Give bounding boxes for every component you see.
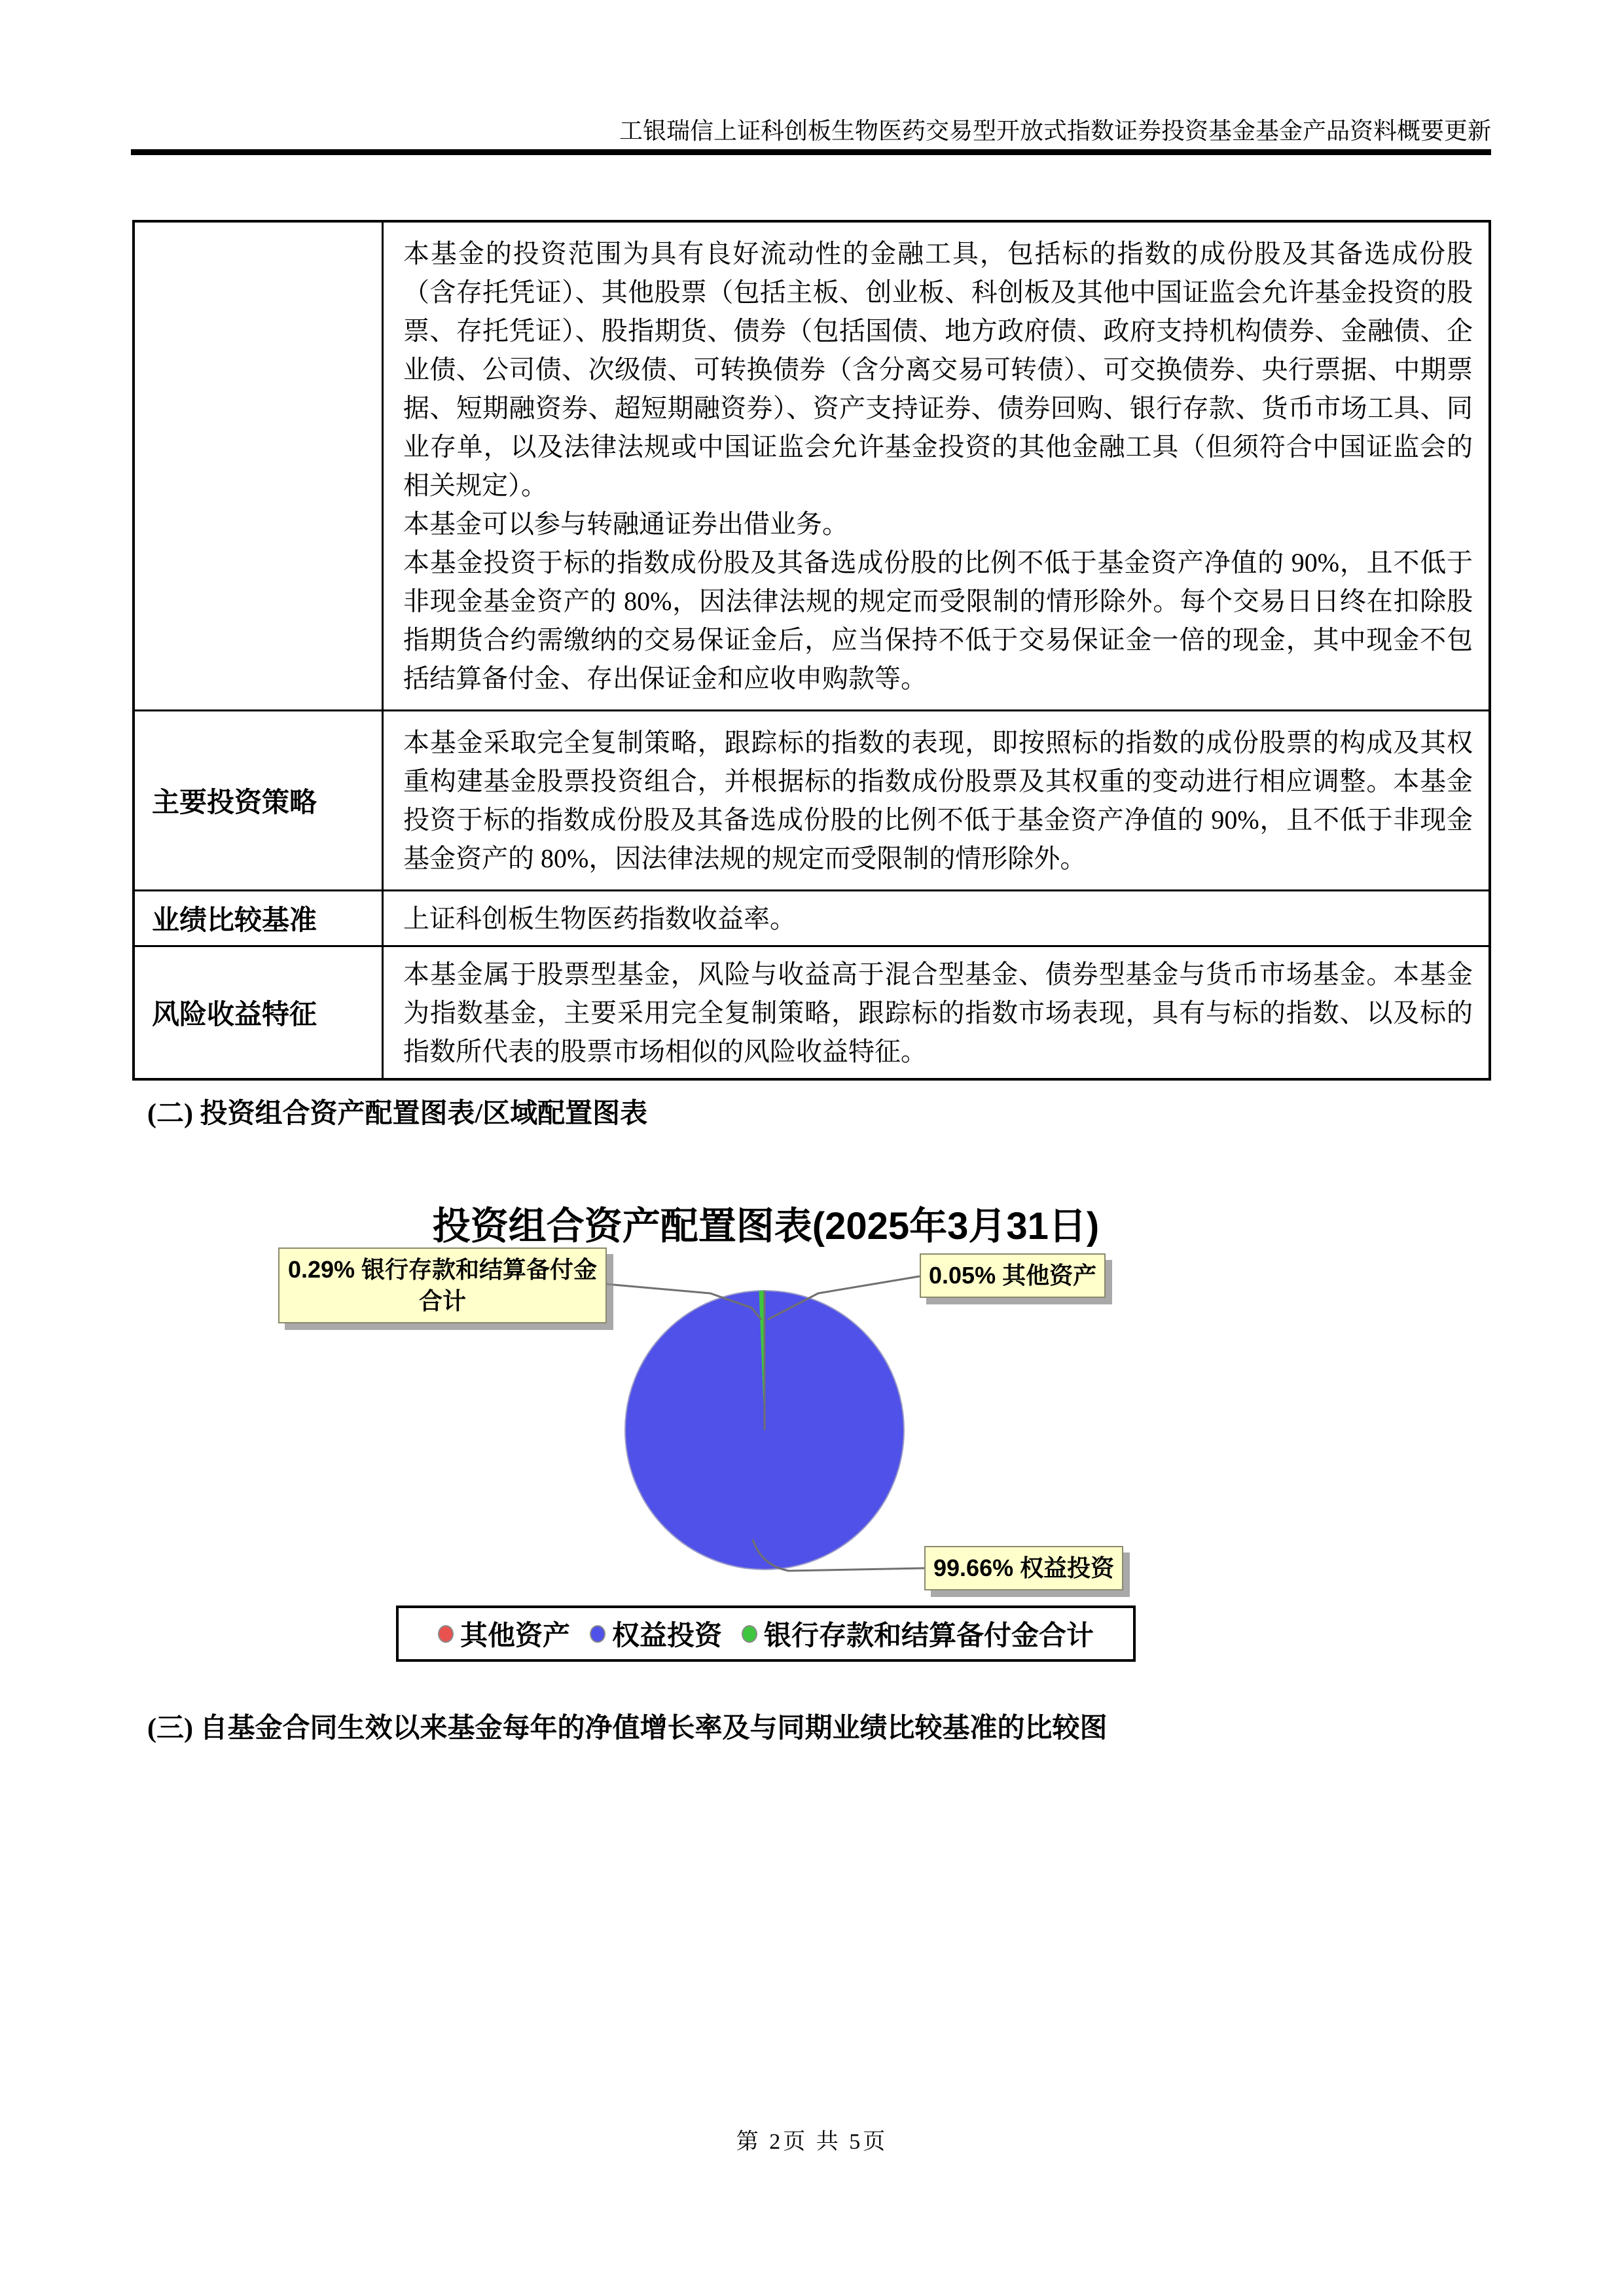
leader-line-other-assets [768,1276,920,1319]
document-header-title: 工银瑞信上证科创板生物医药交易型开放式指数证券投资基金基金产品资料概要更新 [619,117,1491,144]
chart-title: 投资组合资产配置图表(2025年3月31日) [432,1205,1100,1247]
paragraph: 本基金的投资范围为具有良好流动性的金融工具，包括标的指数的成份股及其备选成份股（含存托凭证）、其他股票（包括主板、创业板、科创板及其他中国证监会允许基金投资的股票、存托凭证）、股指期货、债券（包括国债、地方政府债、政府支持机构债券、金融债、企业债、公司债、次级债、可转换债券（含分离交易可转债）、可交换债券、央行票据、中期票据、短期融资券、超短期融资券）、资产支持证券、债券回购、银行存款、货币市场工具、同业存单，以及法律法规或中国证监会允许基金投资的其他金融工具（但须符合中国证监会的相关规定）。 [403,239,1473,500]
chart-legend [396,1605,1136,1662]
section-heading-growth-comparison: (三) 自基金合同生效以来基金每年的净值增长率及与同期业绩比较基准的比较图 [147,1713,1108,1744]
row-content-risk-return [383,946,1490,1080]
table-row [134,891,1490,946]
row-content-main-strategy [383,711,1490,891]
pie-slice-bank-deposits [759,1291,765,1430]
leader-line-equity [753,1539,924,1571]
row-content-benchmark [383,891,1490,946]
section-heading-asset-allocation: (二) 投资组合资产配置图表/区域配置图表 [147,1099,648,1129]
leader-line-bank-deposits [607,1284,761,1319]
header-rule [131,149,1491,155]
row-label-benchmark: 业绩比较基准 [134,891,383,946]
legend-marker-bank-deposits [742,1625,757,1643]
row-label-main-strategy: 主要投资策略 [134,711,383,891]
callout-equity: 99.66% 权益投资 [924,1546,1123,1590]
row-content-investment-scope [383,221,1490,711]
fund-info-table [132,220,1491,1081]
legend-marker-equity [590,1625,605,1643]
legend-item-equity [590,1614,722,1653]
paragraph: 本基金采取完全复制策略，跟踪标的指数的表现，即按照标的指数的成份股票的构成及其权重构建基金股票投资组合，并根据标的指数成份股票及其权重的变动进行相应调整。本基金投资于标的指数成份股及其备选成份股的比例不低于基金资产净值的 90%，且不低于非现金基金资产的 80%，因法律法规的规定而受限制的情形除外。 [403,728,1473,873]
legend-item-other-assets [438,1614,570,1653]
pie-slice-equity [625,1291,904,1570]
legend-item-bank-deposits [742,1614,1094,1653]
legend-label-other-assets: 其他资产 [460,1620,570,1651]
table-row [134,711,1490,891]
row-label-risk-return: 风险收益特征 [134,946,383,1080]
table-row [134,221,1490,711]
legend-label-bank-deposits: 银行存款和结算备付金合计 [764,1620,1094,1651]
callout-bank-deposits: 0.29% 银行存款和结算备付金合计 [278,1247,607,1323]
page-footer: 第 2页 共 5页 [736,2130,888,2154]
document-header [131,117,1491,145]
paragraph: 上证科创板生物医药指数收益率。 [403,903,796,933]
row-label-investment-scope [134,221,383,711]
paragraph: 本基金投资于标的指数成份股及其备选成份股的比例不低于基金资产净值的 90%，且不低于非现金基金资产的 80%，因法律法规的规定而受限制的情形除外。每个交易日日终在扣除股指期货合约需缴纳的交易保证金后，应当保持不低于交易保证金一倍的现金，其中现金不包括结算备付金、存出保证金和应收申购款等。 [403,548,1473,693]
table-row [134,946,1490,1080]
paragraph: 本基金可以参与转融通证券出借业务。 [403,509,848,539]
legend-label-equity: 权益投资 [611,1620,722,1651]
callout-other-assets: 0.05% 其他资产 [920,1253,1106,1298]
legend-marker-other-assets [438,1625,454,1643]
paragraph: 本基金属于股票型基金，风险与收益高于混合型基金、债券型基金与货币市场基金。本基金为指数基金，主要采用完全复制策略，跟踪标的指数市场表现，具有与标的指数、以及标的指数所代表的股票市场相似的风险收益特征。 [403,959,1473,1066]
